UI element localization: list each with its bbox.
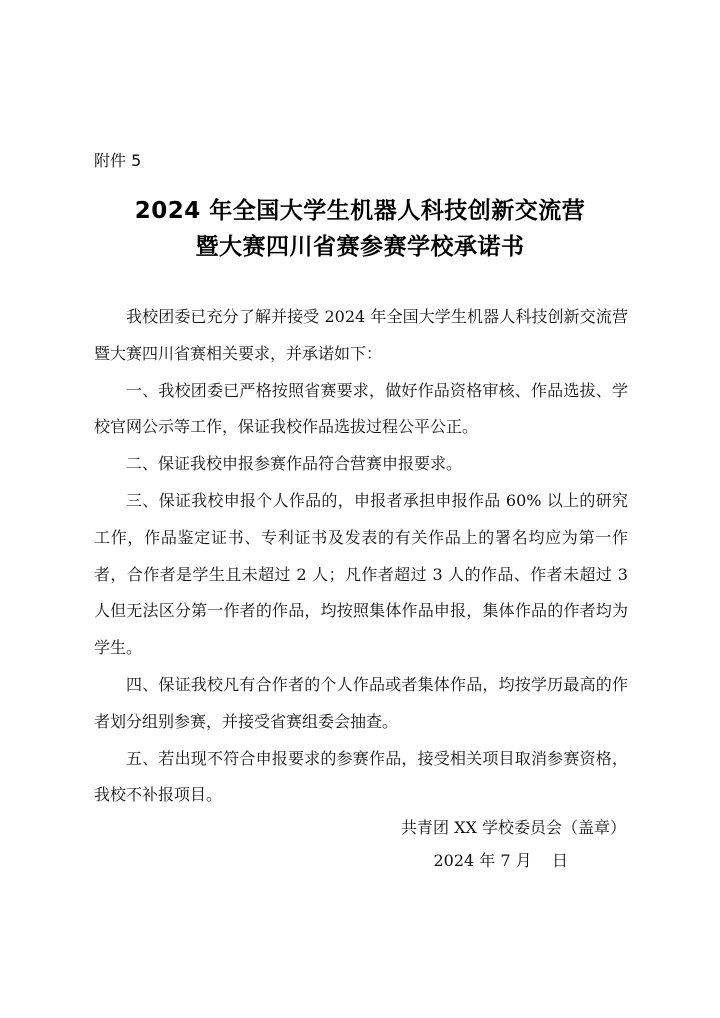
paragraph-commitment-1: 一、我校团委已严格按照省赛要求，做好作品资格审核、作品选拔、学校官网公示等工作，保证我校作品选拔过程公平公正。 xyxy=(94,380,628,437)
document-title-line-1: 2024 年全国大学生机器人科技创新交流营 xyxy=(134,198,586,224)
document-title-line-2: 暨大赛四川省赛参赛学校承诺书 xyxy=(195,234,525,260)
attachment-label: 附件 5 xyxy=(94,151,142,170)
signature-organization: 共青团 XX 学校委员会（盖章） xyxy=(401,818,626,837)
paragraph-intro: 我校团委已充分了解并接受 2024 年全国大学生机器人科技创新交流营暨大赛四川省赛相关要求，并承诺如下： xyxy=(94,307,628,363)
paragraph-commitment-4: 四、保证我校凡有合作者的个人作品或者集体作品，均按学历最高的作者划分组别参赛，并接受省赛组委会抽查。 xyxy=(94,674,628,731)
document-body xyxy=(94,299,628,814)
signature-date: 2024 年 7 月 日 xyxy=(433,851,568,870)
paragraph-commitment-5: 五、若出现不符合申报要求的参赛作品，接受相关项目取消参赛资格，我校不补报项目。 xyxy=(94,748,628,805)
paragraph-commitment-2: 二、保证我校申报参赛作品符合营赛申报要求。 xyxy=(126,454,463,474)
paragraph-commitment-3: 三、保证我校申报个人作品的，申报者承担申报作品 60% 以上的研究工作，作品鉴定证书、专利证书及发表的有关作品上的署名均应为第一作者，合作者是学生且未超过 2 人；凡作者超过 3 人的作品、作者未超过 3 人但无法区分第一作者的作品，均按照集体作品申报，集体作品的作者均为学生。 xyxy=(94,490,628,658)
